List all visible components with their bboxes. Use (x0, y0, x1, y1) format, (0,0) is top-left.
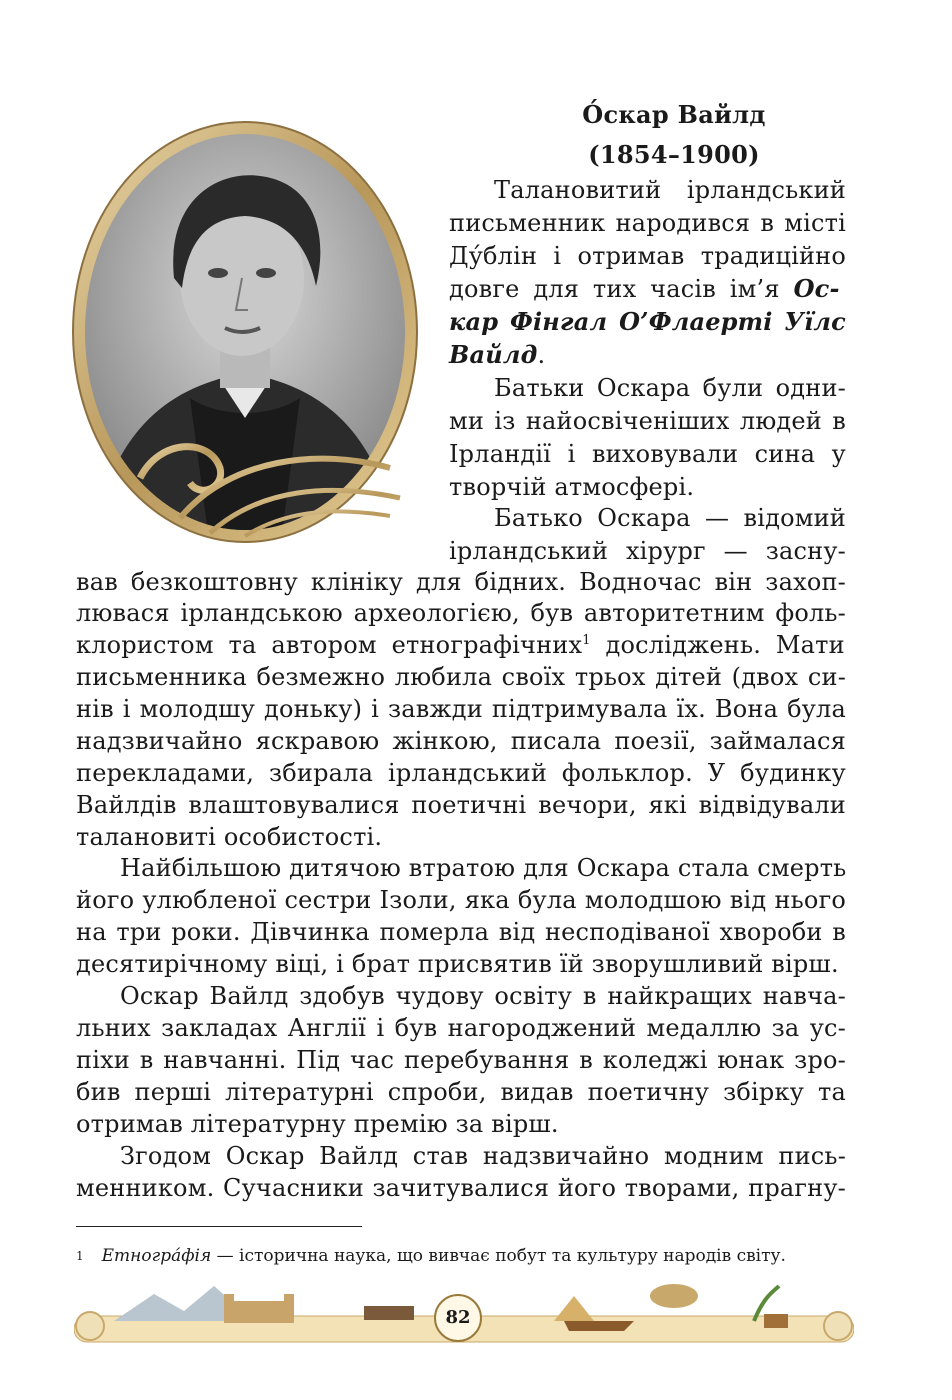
text-line: Вайлд. (449, 340, 546, 369)
text-line: ми із найосвіченіших людей в (449, 407, 846, 435)
footnote-number: 1 (76, 1249, 84, 1263)
portrait-image (70, 118, 420, 548)
text-line: на три роки. Дівчинка померла від несподіваної хвороби в (76, 918, 846, 946)
text-line (76, 629, 846, 661)
text-line: надзвичайно яскравою жінкою, писала поезії, займалася (76, 727, 846, 755)
text-line: Ду́блін і отримав традиційно (449, 242, 846, 270)
text-line: нів і молодшу доньку) і завжди підтримувала їх. Вона була (76, 695, 846, 723)
text-line: перекладами, збирала ірландський фольклор. У будинку (76, 759, 846, 787)
text-line: Батьки Оскара були одни- (494, 374, 846, 402)
footnote (76, 1245, 876, 1267)
text-line: творчій атмосфері. (449, 473, 695, 501)
text-line: Батько Оскара — відомий (494, 504, 846, 532)
text-line: кар Фінгал О’Флаерті Уїлс (449, 307, 846, 336)
text-line: льних закладах Англії і був нагороджений медаллю за ус- (76, 1014, 846, 1042)
text-line: люваcя ірландською археологією, був авторитетним фоль- (76, 599, 846, 627)
text-line: вав безкоштовну клініку для бідних. Водночас він захоп- (76, 568, 846, 596)
name-emphasis: Вайлд (449, 340, 538, 369)
footnote-divider (76, 1226, 362, 1227)
footnote-term: Етногра́фія (101, 1246, 212, 1266)
author-years: (1854–1900) (588, 140, 760, 169)
text-line: талановиті особистості. (76, 823, 383, 851)
text-line: менником. Сучасники зачитувалися його творами, прагну- (76, 1174, 846, 1202)
page-number: 82 (434, 1294, 482, 1342)
text-line: бив перші літературні спроби, видав поетичну збірку та (76, 1078, 846, 1106)
text-line: письменник народився в місті (449, 209, 846, 237)
text-line: піхи в навчанні. Під час перебування в коледжі юнак зро- (76, 1046, 846, 1074)
text-line: Оскар Вайлд здобув чудову освіту в найкращих навча- (120, 982, 846, 1010)
text-line: Ірландії і виховували сина у (449, 440, 846, 468)
text-line (449, 273, 846, 305)
text-line: десятирічному віці, і брат присвятив їй зворушливий вірш. (76, 950, 839, 978)
author-name: О́скар Вайлд (582, 100, 766, 129)
text-line: письменника безмежно любила своїх трьох дітей (двох си- (76, 663, 846, 691)
text-line: Талановитий ірландський (494, 176, 846, 204)
text-line: Вайлдів влаштовувалися поетичні вечори, які відвідували (76, 791, 846, 819)
text-line: Найбільшою дитячою втратою для Оскара стала смерть (120, 854, 847, 882)
text-span: клористом та автором етнографічних (76, 631, 583, 659)
name-emphasis: Ос- (793, 274, 840, 303)
text-span: довге для тих часів ім’я (449, 275, 780, 303)
footnote-text: — історична наука, що вивчає побут та культуру народів світу. (211, 1246, 786, 1266)
text-line: ірландський хірург — засну- (449, 537, 846, 565)
text-line: Згодом Оскар Вайлд став надзвичайно модним пись- (120, 1142, 846, 1170)
text-span: досліджень. Мати (590, 631, 845, 659)
text-line: його улюбленої сестри Ізоли, яка була молодшою від нього (76, 886, 846, 914)
text-line: отримав літературну премію за вірш. (76, 1110, 559, 1138)
footnote-ref: 1 (582, 633, 591, 648)
